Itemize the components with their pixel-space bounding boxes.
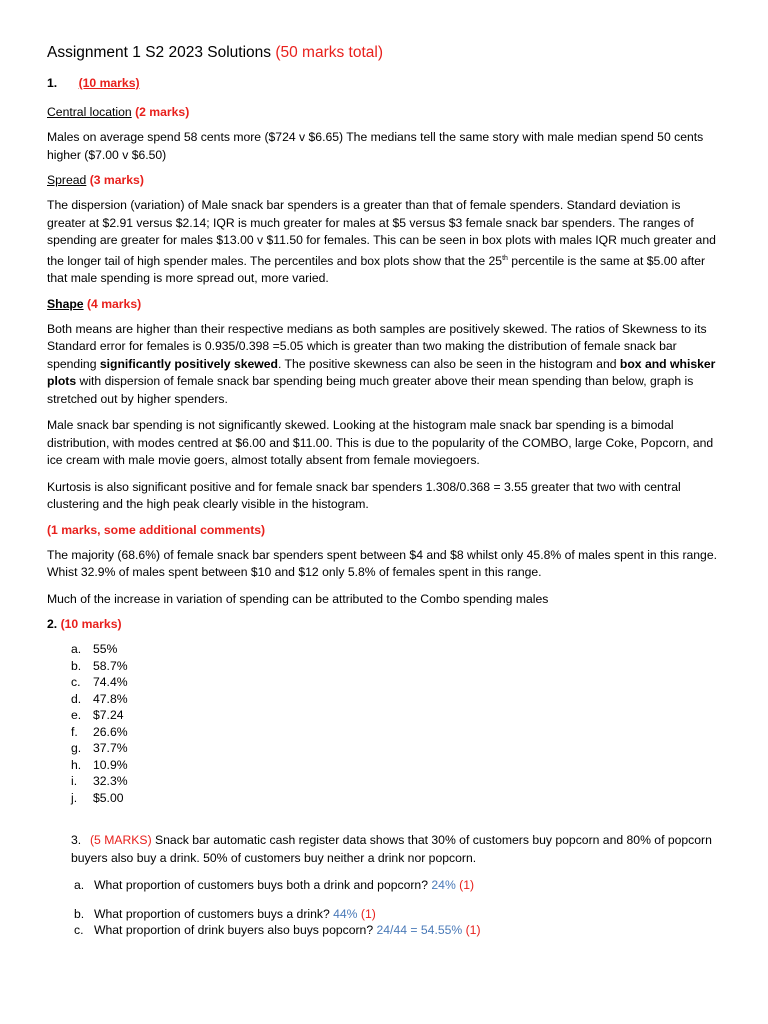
central-location-marks: (2 marks) xyxy=(135,105,190,119)
question-1-heading xyxy=(47,76,720,90)
list-item xyxy=(71,790,720,807)
spread-text xyxy=(47,197,720,288)
part-answer: 44% xyxy=(333,906,358,921)
answer-letter: j. xyxy=(71,790,78,805)
list-item xyxy=(71,773,720,790)
central-location-label: Central location xyxy=(47,105,132,119)
answer-letter: d. xyxy=(71,691,82,706)
answer-value: 26.6% xyxy=(93,724,128,739)
answer-value: 58.7% xyxy=(93,658,128,673)
shape-p1-c: with dispersion of female snack bar spending being much greater above their mean spending than below, graph is stretched out by higher spenders. xyxy=(47,374,694,406)
list-item xyxy=(71,757,720,774)
part-question: What proportion of customers buys both a drink and popcorn? xyxy=(94,878,432,893)
answer-letter: e. xyxy=(71,708,82,723)
title-marks: (50 marks total) xyxy=(275,44,384,61)
list-item xyxy=(71,724,720,741)
part-marks: (1) xyxy=(357,906,376,921)
answer-letter: i. xyxy=(71,774,78,789)
question-2-number: 2. xyxy=(47,617,58,632)
central-location-heading xyxy=(47,105,720,119)
answer-value: 10.9% xyxy=(93,757,128,772)
shape-p1-a: Both means are higher than their respective medians as both samples are positively skewed. The ratios of Skewness to its Standard error for females is 0.935/0.398 =5.05 which is greater than two making the distribution of female snack bar spending xyxy=(47,321,707,371)
answer-letter: c. xyxy=(71,675,81,690)
part-letter: c. xyxy=(74,923,84,938)
answer-value: 74.4% xyxy=(93,675,128,690)
question-3-part-b xyxy=(47,906,720,923)
list-item xyxy=(71,674,720,691)
answer-letter: a. xyxy=(71,642,82,657)
shape-p1-bold-2: box and whisker plots xyxy=(47,356,716,389)
title-main: Assignment 1 S2 2023 Solutions xyxy=(47,44,276,61)
list-item xyxy=(71,740,720,757)
answer-letter: b. xyxy=(71,658,82,673)
question-3-text xyxy=(47,832,720,867)
list-item xyxy=(71,641,720,658)
question-1-marks: (10 marks) xyxy=(78,76,140,90)
answer-value: 55% xyxy=(93,642,118,657)
part-question: What proportion of drink buyers also buys popcorn? xyxy=(94,923,377,938)
part-marks: (1) xyxy=(462,923,481,938)
part-answer: 24% xyxy=(431,878,456,893)
central-location-text: Males on average spend 58 cents more ($724 v $6.65) The medians tell the same story with male median spend 50 cents higher ($7.00 v $6.50) xyxy=(47,130,704,162)
shape-p1-b: . The positive skewness can also be seen in the histogram and xyxy=(278,356,620,371)
spread-text-b: percentile is the same at $5.00 after that male spending is more spread out, more varied. xyxy=(47,253,706,286)
answer-letter: g. xyxy=(71,741,82,756)
question-3-number: 3. xyxy=(71,833,82,848)
part-marks: (1) xyxy=(455,878,475,893)
question-3-body: Snack bar automatic cash register data shows that 30% of customers buy popcorn and 80% of popcorn buyers also buy a drink. 50% of customers buy neither a drink nor popcorn. xyxy=(71,833,712,865)
additional-paragraph-1: The majority (68.6%) of female snack bar spenders spent between $4 and $8 whilst only 45.8% of males spent in this range. Whist 32.9% of males spent between $10 and $12 only 5.8% of females spent in this range. xyxy=(47,547,718,580)
part-question: What proportion of customers buys a drink? xyxy=(94,906,334,921)
part-answer: 24/44 = 54.55% xyxy=(376,923,463,938)
additional-paragraph-2: Much of the increase in variation of spending can be attributed to the Combo spending males xyxy=(47,591,549,606)
question-3-marks: (5 MARKS) xyxy=(90,833,152,848)
question-3-part-c xyxy=(47,922,720,939)
spread-heading xyxy=(47,173,720,187)
answer-value: 37.7% xyxy=(93,741,128,756)
answer-letter: f. xyxy=(71,724,78,739)
page-title xyxy=(47,44,720,62)
question-2-heading xyxy=(47,617,720,631)
spread-marks: (3 marks) xyxy=(89,173,144,187)
spread-label: Spread xyxy=(47,173,87,187)
answer-value: $5.00 xyxy=(93,790,124,805)
question-3-part-a xyxy=(47,877,720,894)
additional-comments-heading: (1 marks, some additional comments) xyxy=(47,522,266,537)
list-item xyxy=(71,658,720,675)
part-letter: a. xyxy=(74,878,85,893)
list-item xyxy=(71,707,720,724)
shape-paragraph-1 xyxy=(47,321,720,409)
question-1-number: 1. xyxy=(47,76,58,90)
answer-value: 47.8% xyxy=(93,691,128,706)
spread-superscript: th xyxy=(502,254,508,262)
answer-value: 32.3% xyxy=(93,774,128,789)
shape-p1-bold-1: significantly positively skewed xyxy=(99,356,278,371)
list-item xyxy=(71,691,720,708)
shape-heading xyxy=(47,297,720,311)
answer-value: $7.24 xyxy=(93,708,124,723)
question-2-answer-list xyxy=(47,641,720,806)
shape-paragraph-2: Male snack bar spending is not significantly skewed. Looking at the histogram male snack bar spending is a bimodal distribution, with modes centred at $6.00 and $11.00. This is due to the popularity of the COMBO, large Coke, Popcorn, and ice cream with male movie goers, almost totally absent from female moviegoers. xyxy=(47,418,714,468)
spread-text-a: The dispersion (variation) of Male snack bar spenders is a greater than that of female spenders. Standard deviation is greater at $2.91 versus $2.14; IQR is much greater for males at $5 versus $3 female snack bar spenders. The ranges of spending are greater for males $13.00 v $11.50 for females. This can be seen in box plots with males IQR much greater and the longer tail of high spender males. The percentiles and box plots show that the 25 xyxy=(47,198,716,268)
shape-paragraph-3: Kurtosis is also significant positive and for female snack bar spenders 1.308/0.368 = 3.55 greater that two with central clustering and the high peak clearly visible in the histogram. xyxy=(47,479,681,512)
shape-marks: (4 marks) xyxy=(86,296,142,311)
question-2-marks: (10 marks) xyxy=(60,617,122,632)
part-letter: b. xyxy=(74,906,85,921)
shape-label: Shape xyxy=(47,296,84,311)
answer-letter: h. xyxy=(71,757,82,772)
